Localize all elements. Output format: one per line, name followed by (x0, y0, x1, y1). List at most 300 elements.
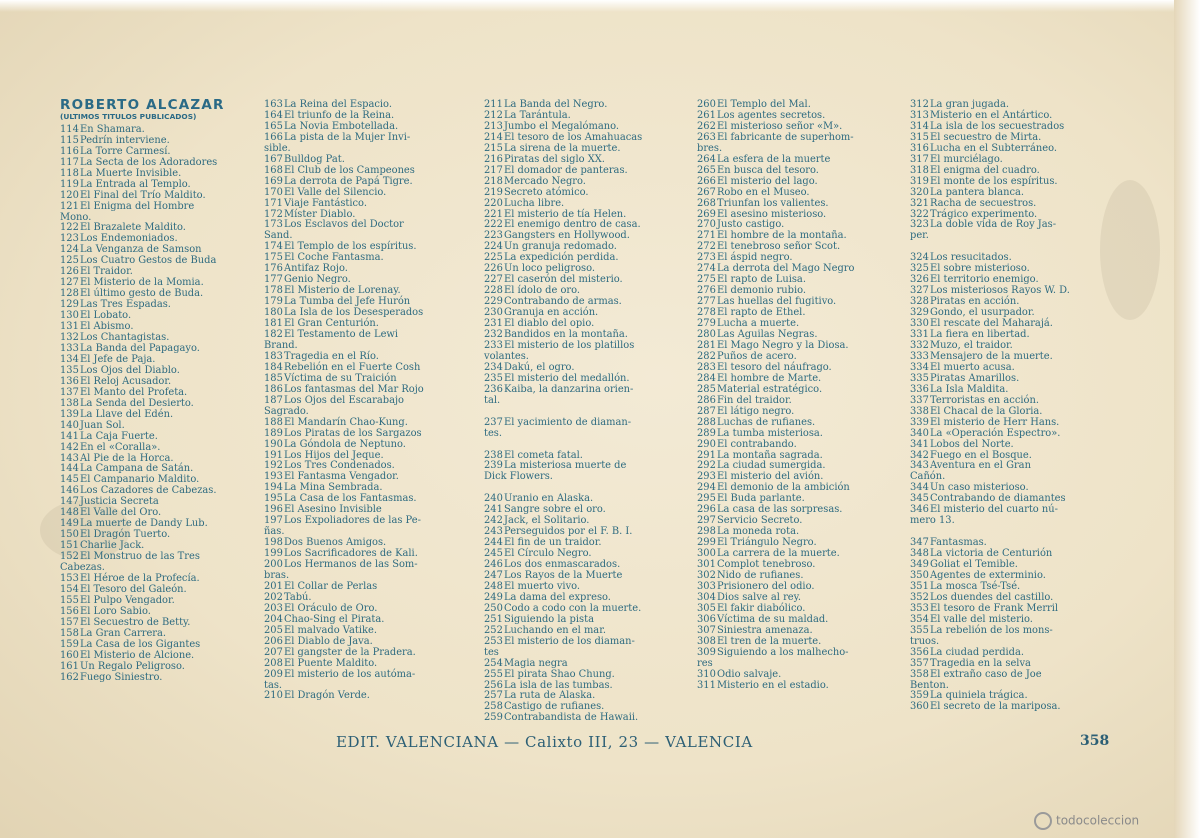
issue-number: 206 (264, 635, 283, 647)
issue-number: 133 (60, 342, 79, 354)
issue-number: 118 (60, 167, 79, 179)
issue-title: En busca del tesoro. (717, 164, 819, 176)
issue-title: El Valle del Silencio. (284, 186, 387, 198)
issue-title: res (697, 657, 713, 669)
issue-title: El Chacal de la Gloria. (930, 405, 1043, 417)
issue-number: 284 (697, 372, 716, 384)
issue-title: Bulldog Pat. (284, 153, 345, 165)
issue-number: 189 (264, 427, 283, 439)
issue-number: 171 (264, 197, 283, 209)
issue-title: El Círculo Negro. (504, 548, 592, 560)
issue-title: La expedición perdida. (504, 252, 619, 264)
issue-title: El Valle del Oro. (80, 507, 162, 519)
issue-number: 357 (910, 657, 929, 669)
issue-title: El Loro Sabio. (80, 605, 151, 617)
issue-number: 210 (264, 690, 283, 702)
issue-number: 205 (264, 624, 283, 636)
issue-number: 138 (60, 397, 79, 409)
issue-title: Muzo, el traidor. (930, 339, 1013, 351)
issue-title: Robo en el Museo. (717, 186, 810, 198)
issue-number: 328 (910, 296, 929, 308)
issue-number: 291 (697, 449, 716, 461)
issue-title: La Reina del Espacio. (284, 99, 392, 110)
issue-title: El domador de panteras. (504, 164, 628, 176)
issue-number: 145 (60, 474, 79, 486)
title-entry (910, 231, 1070, 242)
issue-title: Los misteriosos Rayos W. D. (930, 285, 1070, 297)
issue-number: 242 (484, 515, 503, 527)
issue-number: 342 (910, 449, 929, 461)
title-column-2 (264, 100, 424, 702)
issue-number: 142 (60, 441, 79, 453)
issue-number: 230 (484, 307, 503, 319)
issue-number: 244 (484, 537, 503, 549)
issue-number: 336 (910, 383, 929, 395)
issue-number: 201 (264, 580, 283, 592)
issue-number: 140 (60, 419, 79, 431)
issue-title: El hombre de la montaña. (717, 230, 847, 242)
issue-title: El Héroe de la Profecía. (80, 572, 200, 584)
issue-number: 348 (910, 548, 929, 560)
issue-number: 263 (697, 131, 716, 143)
issue-title: El demonio rubio. (717, 285, 807, 297)
issue-title: El misterio de los diaman- (504, 635, 635, 647)
issue-title: Viaje Fantástico. (284, 197, 367, 209)
issue-title: El demonio de la ambición (717, 482, 850, 494)
issue-title: La mosca Tsé-Tsé. (930, 580, 1021, 592)
issue-title: El Club de los Campeones (284, 164, 415, 176)
issue-number: 277 (697, 296, 716, 308)
issue-number: 317 (910, 153, 929, 165)
issue-number: 288 (697, 416, 716, 428)
issue-title: El asesino misterioso. (717, 208, 827, 220)
issue-title: El cometa fatal. (504, 449, 583, 461)
issue-number: 272 (697, 241, 716, 253)
title-entry (484, 429, 642, 440)
issue-title: El Campanario Maldito. (80, 474, 200, 486)
issue-title: Trágico experimento. (930, 208, 1038, 220)
issue-number: 129 (60, 299, 79, 311)
issue-title: La esfera de la muerte (717, 153, 831, 165)
issue-title: Mercado Negro. (504, 175, 586, 187)
issue-number: 325 (910, 263, 929, 275)
issue-number: 183 (264, 350, 283, 362)
series-title: ROBERTO ALCAZAR (60, 97, 225, 113)
issue-title: Los Ojos del Diablo. (80, 364, 180, 376)
issue-number: 149 (60, 518, 79, 530)
issue-title: El Misterio de la Momia. (80, 277, 204, 289)
issue-number: 268 (697, 197, 716, 209)
issue-number: 214 (484, 131, 503, 143)
issue-number: 223 (484, 230, 503, 242)
issue-title: El Abismo. (80, 321, 134, 333)
issue-title: Sagrado. (264, 405, 309, 417)
issue-number: 276 (697, 285, 716, 297)
issue-number: 216 (484, 153, 503, 165)
issue-number: 306 (697, 613, 716, 625)
issue-number: 265 (697, 164, 716, 176)
page-top-edge (0, 0, 1200, 12)
issue-title: El Lobato. (80, 310, 132, 322)
watermark-logo-icon (1034, 812, 1052, 830)
issue-number: 360 (910, 701, 929, 713)
issue-number: 128 (60, 288, 79, 300)
issue-title: El rapto de Ethel. (717, 307, 806, 319)
issue-title: La pista de la Mujer Invi- (284, 131, 411, 143)
issue-number: 165 (264, 120, 283, 132)
issue-number: 309 (697, 646, 716, 658)
issue-number: 237 (484, 416, 503, 428)
issue-title: ñas. (264, 526, 285, 538)
issue-number: 184 (264, 361, 283, 373)
issue-number: 270 (697, 219, 716, 231)
issue-title: El muerto vivo. (504, 580, 581, 592)
issue-number: 236 (484, 383, 503, 395)
issue-title: La Secta de los Adoradores (80, 156, 218, 168)
issue-number: 131 (60, 321, 79, 333)
issue-title: El contrabando. (717, 438, 797, 450)
issue-title: La Novia Embotellada. (284, 120, 399, 132)
issue-number: 163 (264, 99, 283, 110)
issue-title: Uranio en Alaska. (504, 493, 594, 505)
issue-title: El valle del misterio. (930, 613, 1033, 625)
issue-title: Charlie Jack. (80, 540, 145, 552)
issue-title: La Caja Fuerte. (80, 430, 158, 442)
issue-title: Terroristas en acción. (930, 394, 1039, 406)
issue-title: El misterio del avión. (717, 471, 824, 483)
issue-title: Magia negra (504, 657, 568, 669)
issue-number: 177 (264, 274, 283, 286)
issue-title: La montaña sagrada. (717, 449, 823, 461)
issue-title: La derrota de Papá Tigre. (284, 175, 413, 187)
issue-title: Cañón. (910, 471, 946, 483)
issue-number: 208 (264, 657, 283, 669)
issue-title: Las Tres Espadas. (80, 299, 171, 311)
issue-title: La Góndola de Neptuno. (284, 438, 406, 450)
issue-title: El Secuestro de Betty. (80, 616, 191, 628)
issue-number: 334 (910, 361, 929, 373)
issue-number: 238 (484, 449, 503, 461)
issue-number: 311 (697, 679, 716, 691)
issue-number: 172 (264, 208, 283, 220)
issue-number: 147 (60, 496, 79, 508)
issue-title: Lobos del Norte. (930, 438, 1014, 450)
issue-title: Dios salve al rey. (717, 591, 802, 603)
issue-title: El hombre de Marte. (717, 372, 822, 384)
issue-number: 259 (484, 712, 503, 724)
issue-number: 261 (697, 109, 716, 121)
issue-title: Prisionero del odio. (717, 580, 815, 592)
issue-number: 121 (60, 200, 79, 212)
issue-title: El Monstruo de las Tres (80, 551, 200, 563)
issue-title: Los Rayos de la Muerte (504, 569, 623, 581)
issue-title: Sangre sobre el oro. (504, 504, 606, 516)
issue-number: 333 (910, 350, 929, 362)
issue-title: El Reloj Acusador. (80, 375, 172, 387)
issue-title: Kaiba, la danzarina orien- (504, 383, 634, 395)
issue-title: La fiera en libertad. (930, 329, 1030, 341)
issue-title: El Fantasma Vengador. (284, 471, 399, 483)
issue-number: 156 (60, 605, 79, 617)
issue-title: La Isla de los Desesperados (284, 307, 424, 319)
issue-title: El Mandarín Chao-Kung. (284, 416, 408, 428)
issue-title: Misterio en el estadio. (717, 679, 829, 691)
issue-number: 280 (697, 329, 716, 341)
issue-title: Los Hermanos de las Som- (284, 559, 418, 571)
issue-title: tas. (264, 679, 283, 691)
issue-number: 203 (264, 602, 283, 614)
issue-title: Víctima de su maldad. (717, 613, 829, 625)
issue-title: La victoria de Centurión (930, 548, 1053, 560)
issue-title: El Templo de los espíritus. (284, 241, 417, 253)
issue-number: 173 (264, 219, 283, 231)
issue-title: La Entrada al Templo. (80, 178, 191, 190)
issue-number: 275 (697, 274, 716, 286)
issue-title: La Casa de los Gigantes (80, 638, 201, 650)
issue-number: 294 (697, 482, 716, 494)
issue-title: Chao-Sing el Pirata. (284, 613, 385, 625)
issue-number: 169 (264, 175, 283, 187)
issue-title: El territorio enemigo. (930, 274, 1039, 286)
issue-title: Los Chantagistas. (80, 332, 170, 344)
issue-title: Antifaz Rojo. (284, 263, 348, 275)
issue-title: El Gran Centurión. (284, 318, 379, 330)
issue-number: 198 (264, 537, 283, 549)
issue-title: Racha de secuestros. (930, 197, 1037, 209)
issue-title: La «Operación Espectro». (930, 427, 1061, 439)
issue-number: 166 (264, 131, 283, 143)
issue-number: 296 (697, 504, 716, 516)
issue-number: 119 (60, 178, 79, 190)
issue-title: Los agentes secretos. (717, 109, 826, 121)
issue-title: El látigo negro. (717, 405, 795, 417)
issue-number: 190 (264, 438, 283, 450)
issue-number: 135 (60, 364, 79, 376)
issue-title: Dick Flowers. (484, 471, 553, 483)
issue-number: 235 (484, 372, 503, 384)
title-column-5 (910, 100, 1070, 713)
issue-number: 283 (697, 361, 716, 373)
issue-title: El misterio de tía Helen. (504, 208, 627, 220)
issue-number: 227 (484, 274, 503, 286)
issue-number: 282 (697, 350, 716, 362)
issue-number: 260 (697, 99, 716, 110)
issue-title: volantes. (484, 350, 529, 362)
issue-number: 332 (910, 339, 929, 351)
issue-title: El ídolo de oro. (504, 285, 581, 297)
issue-title: Material estratégico. (717, 383, 823, 395)
issue-number: 222 (484, 219, 503, 231)
issue-title: El Traidor. (80, 266, 133, 278)
issue-number: 295 (697, 493, 716, 505)
issue-number: 196 (264, 504, 283, 516)
issue-number: 229 (484, 296, 503, 308)
issue-title: Los fantasmas del Mar Rojo (284, 383, 424, 395)
issue-number: 245 (484, 548, 503, 560)
issue-title: Los Cuatro Gestos de Buda (80, 255, 217, 267)
issue-title: El misterio de Herr Hans. (930, 416, 1060, 428)
issue-title: El Brazalete Maldito. (80, 222, 186, 234)
issue-title: Un loco peligroso. (504, 263, 595, 275)
issue-title: El sobre misterioso. (930, 263, 1030, 275)
issue-title: Jack, el Solitario. (504, 515, 590, 527)
issue-title: tes. (484, 427, 503, 439)
issue-number: 343 (910, 460, 929, 472)
issue-number: 167 (264, 153, 283, 165)
issue-title: La Tumba del Jefe Hurón (284, 296, 411, 308)
issue-title: La ruta de Alaska. (504, 690, 596, 702)
issue-number: 122 (60, 222, 79, 234)
issue-title: Complot tenebroso. (717, 559, 816, 571)
issue-title: El misterio de los platillos (504, 339, 635, 351)
issue-title: El Tesoro del Galeón. (80, 583, 187, 595)
issue-title: Los Expoliadores de las Pe- (284, 515, 421, 527)
issue-title: La Torre Carmesí. (80, 145, 171, 157)
issue-title: El enemigo dentro de casa. (504, 219, 641, 231)
issue-number: 349 (910, 559, 929, 571)
issue-title: El Diablo de Java. (284, 635, 373, 647)
issue-title: El rapto de Luisa. (717, 274, 806, 286)
issue-number: 314 (910, 120, 929, 132)
issue-number: 160 (60, 649, 79, 661)
title-entry (60, 673, 225, 684)
title-entry (910, 702, 1070, 713)
issue-title: Gangsters en Hollywood. (504, 230, 630, 242)
issue-number: 350 (910, 569, 929, 581)
issue-title: Benton. (910, 679, 949, 691)
issue-title: Aventura en el Gran (930, 460, 1031, 472)
issue-title: El secreto de la mariposa. (930, 701, 1061, 713)
issue-title: Los Piratas de los Sargazos (284, 427, 422, 439)
issue-title: La gran jugada. (930, 99, 1009, 110)
issue-number: 168 (264, 164, 283, 176)
issue-number: 315 (910, 131, 929, 143)
issue-number: 239 (484, 460, 503, 472)
issue-number: 186 (264, 383, 283, 395)
issue-number: 257 (484, 690, 503, 702)
issue-title: Justo castigo. (717, 219, 785, 231)
title-entry (910, 516, 1070, 527)
issue-title: El Pulpo Vengador. (80, 594, 175, 606)
issue-number: 146 (60, 485, 79, 497)
issue-number: 240 (484, 493, 503, 505)
issue-number: 130 (60, 310, 79, 322)
issue-number: 141 (60, 430, 79, 442)
issue-number: 335 (910, 372, 929, 384)
issue-title: El murciélago. (930, 153, 1003, 165)
issue-number: 279 (697, 318, 716, 330)
issue-number: 346 (910, 504, 929, 516)
issue-number: 247 (484, 569, 503, 581)
title-entry (264, 516, 424, 527)
issue-title: Juan Sol. (80, 419, 125, 431)
issue-title: El Final del Trío Maldito. (80, 189, 206, 201)
issue-number: 151 (60, 540, 79, 552)
issue-title: truos. (910, 635, 940, 647)
issue-number: 127 (60, 277, 79, 289)
issue-number: 228 (484, 285, 503, 297)
issue-title: El diablo del opio. (504, 318, 595, 330)
issue-number: 170 (264, 186, 283, 198)
issue-title: Dos Buenos Amigos. (284, 537, 387, 549)
issue-title: En Shamara. (80, 123, 145, 135)
issue-number: 212 (484, 109, 503, 121)
issue-number: 241 (484, 504, 503, 516)
issue-title: El muerto acusa. (930, 361, 1015, 373)
issue-number: 278 (697, 307, 716, 319)
title-entry (484, 418, 642, 429)
issue-title: La Isla Maldita. (930, 383, 1009, 395)
issue-title: El Buda parlante. (717, 493, 805, 505)
issue-number: 152 (60, 551, 79, 563)
issue-number: 176 (264, 263, 283, 275)
issue-number: 117 (60, 156, 79, 168)
issue-number: 324 (910, 252, 929, 264)
issue-number: 192 (264, 460, 283, 472)
issue-title: Contrabando de diamantes (930, 493, 1066, 505)
issue-title: El gangster de la Pradera. (284, 646, 416, 658)
issue-title: El misterio del medallón. (504, 372, 630, 384)
issue-title: El Collar de Perlas (284, 580, 378, 592)
issue-title: Rebelión en el Fuerte Cosh (284, 361, 421, 373)
issue-number: 271 (697, 230, 716, 242)
issue-title: Un Regalo Peligroso. (80, 660, 185, 672)
issue-title: La Casa de los Fantasmas. (284, 493, 417, 505)
title-column-1 (60, 97, 225, 684)
issue-number: 250 (484, 602, 503, 614)
issue-number: 194 (264, 482, 283, 494)
issue-title: per. (910, 230, 929, 242)
issue-title: Tabú. (284, 591, 312, 603)
issue-title: Los duendes del castillo. (930, 591, 1054, 603)
issue-title: La Gran Carrera. (80, 627, 167, 639)
issue-number: 321 (910, 197, 929, 209)
series-subtitle: (ULTIMOS TITULOS PUBLICADOS) (60, 111, 197, 121)
title-entry (697, 648, 854, 659)
title-entry (484, 713, 642, 724)
issue-title: Tragedia en el Río. (284, 350, 379, 362)
issue-number: 161 (60, 660, 79, 672)
issue-number: 273 (697, 252, 716, 264)
issue-title: Un granuja redomado. (504, 241, 617, 253)
issue-number: 323 (910, 219, 929, 231)
issue-title: Agentes de exterminio. (930, 569, 1046, 581)
issue-title: Lucha a muerte. (717, 318, 800, 330)
issue-title: bras. (264, 569, 290, 581)
issue-title: La muerte de Dandy Lub. (80, 518, 208, 530)
issue-title: El Jefe de Paja. (80, 353, 156, 365)
issue-number: 207 (264, 646, 283, 658)
issue-title: El Asesino Invisible (284, 504, 382, 516)
issue-title: Contrabandista de Hawaii. (504, 712, 639, 724)
issue-number: 287 (697, 405, 716, 417)
issue-number: 204 (264, 613, 283, 625)
issue-title: El extraño caso de Joe (930, 668, 1042, 680)
issue-number: 231 (484, 318, 503, 330)
issue-title: Los dos enmascarados. (504, 559, 621, 571)
issue-number: 249 (484, 591, 503, 603)
issue-title: La ciudad sumergida. (717, 460, 826, 472)
issue-title: Siniestra amenaza. (717, 624, 813, 636)
issue-number: 234 (484, 361, 503, 373)
issue-number: 180 (264, 307, 283, 319)
issue-number: 185 (264, 372, 283, 384)
issue-title: tes (484, 646, 499, 658)
issue-number: 114 (60, 123, 79, 135)
issue-title: Tragedia en la selva (930, 657, 1031, 669)
issue-title: Luchando en el mar. (504, 624, 606, 636)
issue-number: 281 (697, 339, 716, 351)
